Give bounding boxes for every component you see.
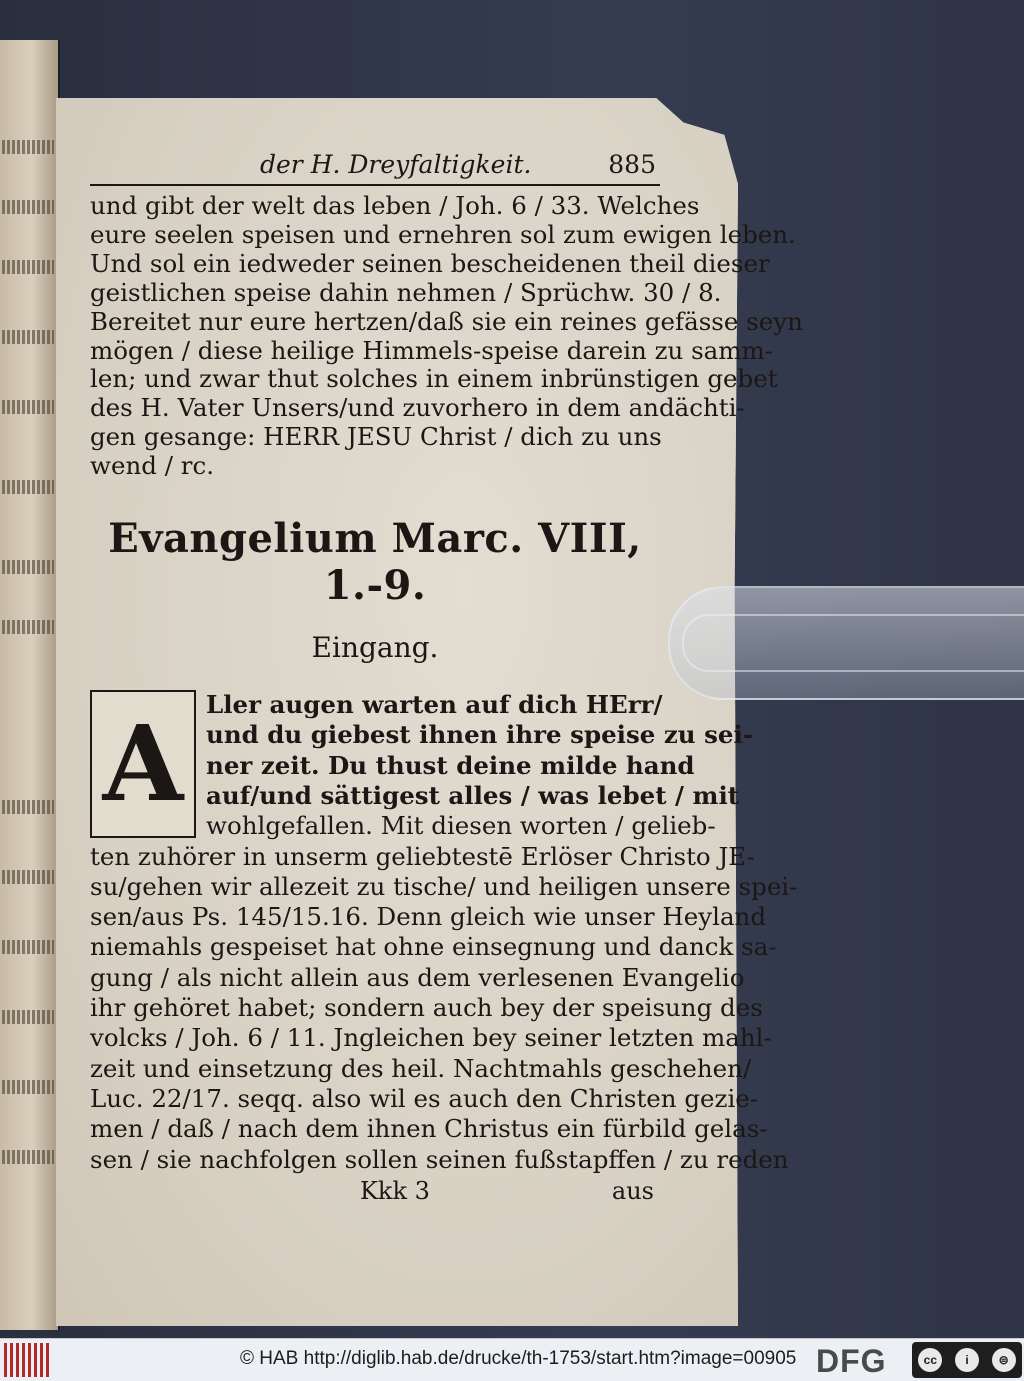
text-line: volcks / Joh. 6 / 11. Jngleichen bey seiner letzten mahl-	[90, 1023, 772, 1053]
text-line: wend / rc.	[90, 451, 214, 481]
library-barcode-icon	[4, 1343, 50, 1377]
page-text	[90, 150, 803, 1205]
text-line: sen / sie nachfolgen sollen seinen fußstapffen / zu reden	[90, 1144, 789, 1174]
text-line: Luc. 22/17. seqq. also wil es auch den Christen gezie-	[90, 1083, 759, 1113]
page-edge-text-fragment	[2, 940, 54, 954]
text-line: und gibt der welt das leben / Joh. 6 / 33. Welches	[90, 191, 700, 220]
catchword: aus	[611, 1176, 654, 1205]
text-line: eure seelen speisen und ernehren sol zum ewigen leben.	[90, 219, 796, 249]
page-edge-text-fragment	[2, 480, 54, 494]
running-header	[90, 150, 660, 186]
text-line: ner zeit. Du thust deine milde hand	[206, 750, 695, 780]
running-title: der H. Dreyfaltigkeit.	[260, 150, 532, 179]
page-edge-text-fragment	[2, 400, 54, 414]
text-line: ten zuhörer in unserm geliebtestē Erlöser Christo JE-	[90, 841, 755, 871]
text-line: Bereitet nur eure hertzen/daß sie ein reines gefässe seyn	[90, 306, 803, 336]
text-line: su/gehen wir allezeit zu tische/ und heiligen unsere spei-	[90, 871, 798, 901]
page-edge-text-fragment	[2, 1150, 54, 1164]
attribution-icon: i	[955, 1348, 979, 1372]
page-edge-text-fragment	[2, 140, 54, 154]
text-line: mögen / diese heilige Himmels-speise darein zu samm-	[90, 335, 774, 365]
signature-mark: Kkk 3	[360, 1176, 430, 1205]
catchline	[90, 1177, 660, 1205]
page-number: 885	[608, 150, 656, 179]
page-edge-text-fragment	[2, 1080, 54, 1094]
creative-commons-license-icon[interactable]	[912, 1342, 1022, 1378]
share-alike-icon: ⊜	[992, 1348, 1016, 1372]
cc-icon: cc	[918, 1348, 942, 1372]
page-edge-text-fragment	[2, 200, 54, 214]
page-edge-text-fragment	[2, 870, 54, 884]
section-subtitle: Eingang.	[311, 631, 439, 665]
text-line: geistlichen speise dahin nehmen / Sprüchw. 30 / 8.	[90, 277, 722, 307]
viewer-footer	[0, 1338, 1024, 1381]
text-line: des H. Vater Unsers/und zuvorhero in dem andächti-	[90, 393, 745, 423]
page-edge-text-fragment	[2, 260, 54, 274]
section-title: Evangelium Marc. VIII, 1.-9.	[108, 515, 642, 610]
text-line: niemahls gespeiset hat ohne einsegnung und danck sa-	[90, 932, 777, 962]
page-edge-text-fragment	[2, 620, 54, 634]
text-line: gung / als nicht allein aus dem verlesenen Evangelio	[90, 962, 745, 992]
text-line: zeit und einsetzung des heil. Nachtmahls geschehen/	[90, 1053, 752, 1083]
page-edge-text-fragment	[2, 1010, 54, 1024]
text-line: men / daß / nach dem ihnen Christus ein fürbild gelas-	[90, 1114, 768, 1144]
page-edge-text-fragment	[2, 330, 54, 344]
initial-letter: A	[102, 702, 184, 826]
previous-page-edge	[0, 40, 60, 1330]
text-line: len; und zwar thut solches in einem inbrünstigen gebet	[90, 364, 778, 394]
decorated-initial	[90, 690, 196, 838]
dfg-logo: DFG	[816, 1343, 887, 1379]
paragraph-1	[90, 191, 803, 481]
page-edge-text-fragment	[2, 560, 54, 574]
text-line: und du giebest ihnen ihre speise zu sei-	[206, 720, 753, 750]
text-line: ihr gehöret habet; sondern auch bey der speisung des	[90, 993, 763, 1023]
text-line: Ller augen warten auf dich HErr/	[206, 690, 663, 720]
glass-page-holder	[668, 586, 1024, 700]
text-line: gen gesange: HERR JESU Christ / dich zu uns	[90, 422, 662, 452]
text-line: sen/aus Ps. 145/15.16. Denn gleich wie unser Heyland	[90, 902, 767, 932]
paragraph-2	[90, 690, 798, 1175]
image-credit[interactable]: © HAB http://diglib.hab.de/drucke/th-1753/start.htm?image=00905	[240, 1348, 797, 1369]
page-edge-text-fragment	[2, 800, 54, 814]
glass-page-holder-slot	[682, 614, 1024, 672]
text-line: auf/und sättigest alles / was lebet / mit	[206, 780, 740, 810]
text-line: wohlgefallen. Mit diesen worten / gelieb-	[206, 811, 716, 841]
text-line: Und sol ein iedweder seinen bescheidenen theil dieser	[90, 248, 770, 278]
